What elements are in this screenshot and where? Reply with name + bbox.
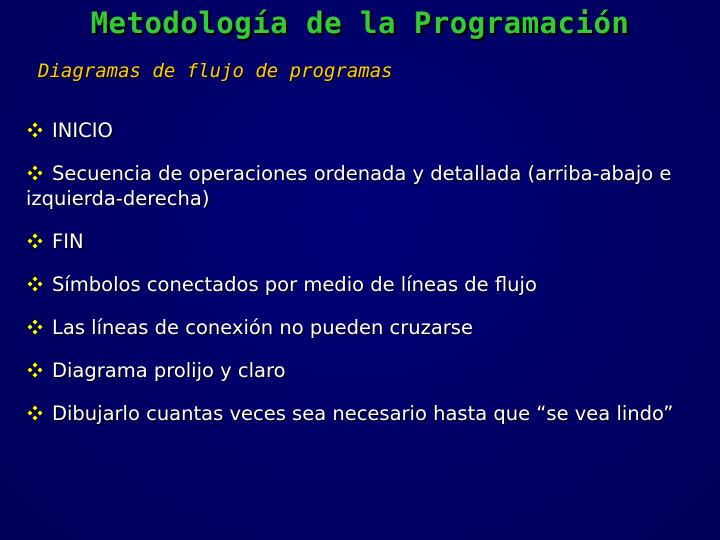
- diamond-bullet-icon: [26, 164, 44, 182]
- diamond-bullet-icon: [26, 275, 44, 293]
- bullet-item: [26, 358, 696, 383]
- bullet-text: Dibujarlo cuantas veces sea necesario hasta que “se vea lindo”: [52, 402, 674, 425]
- diamond-bullet-icon: [26, 318, 44, 336]
- bullet-text: Diagrama prolijo y claro: [52, 359, 286, 382]
- bullet-text: INICIO: [52, 119, 113, 142]
- slide-subtitle: Diagramas de flujo de programas: [38, 60, 393, 82]
- diamond-bullet-icon: [26, 404, 44, 422]
- bullet-item: [26, 272, 696, 297]
- slide-title: Metodología de la Programación: [90, 6, 630, 40]
- bullet-text: Símbolos conectados por medio de líneas de flujo: [52, 273, 537, 296]
- diamond-bullet-icon: [26, 232, 44, 250]
- bullet-item: [26, 118, 696, 143]
- bullet-list: [26, 118, 696, 426]
- diamond-bullet-icon: [26, 121, 44, 139]
- bullet-item: [26, 161, 696, 211]
- bullet-text: FIN: [52, 230, 84, 253]
- bullet-text: Secuencia de operaciones ordenada y detallada (arriba-abajo e izquierda-derecha): [26, 162, 672, 210]
- bullet-text: Las líneas de conexión no pueden cruzarse: [52, 316, 473, 339]
- bullet-item: [26, 315, 696, 340]
- bullet-item: [26, 401, 696, 426]
- diamond-bullet-icon: [26, 361, 44, 379]
- bullet-item: [26, 229, 696, 254]
